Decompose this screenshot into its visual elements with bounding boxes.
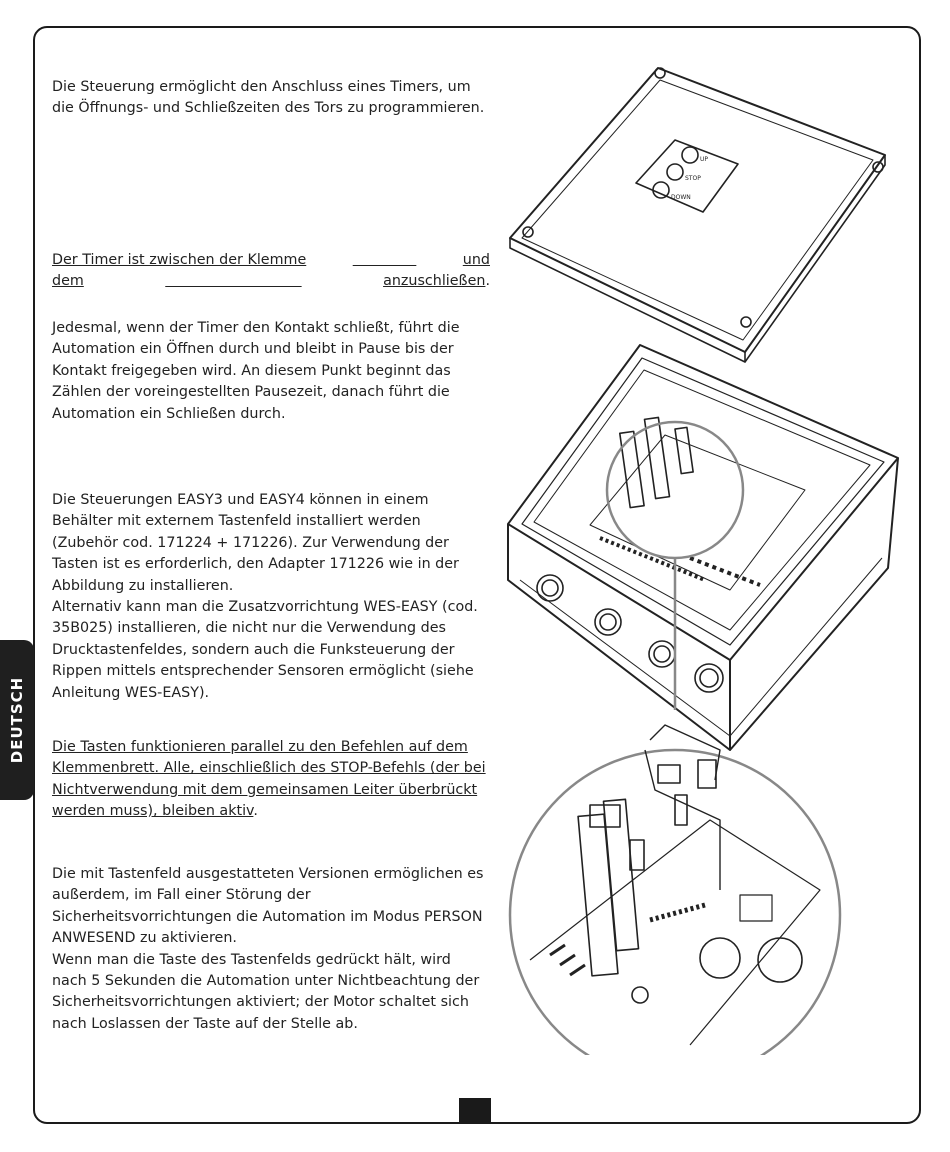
timer-wiring-text-1b: und bbox=[462, 252, 490, 268]
paragraph-keys-parallel bbox=[52, 737, 490, 823]
terminal-gap-1 bbox=[353, 250, 417, 271]
box-drawing bbox=[508, 345, 898, 750]
keys-parallel-text: Die Tasten funktionieren parallel zu den Befehlen auf dem Klemmenbrett. Alle, einschließlich des STOP-Befehls (der bei Nichtverwendung mit dem gemeinsamen Leiter überbrückt werden muss), bleiben aktiv bbox=[52, 739, 486, 820]
zoom-detail-drawing bbox=[510, 725, 840, 1055]
language-tab bbox=[0, 640, 34, 800]
down-key-label: DOWN bbox=[671, 194, 691, 201]
lid-drawing bbox=[510, 68, 885, 362]
hold-key-text: Wenn man die Taste des Tastenfelds gedrückt hält, wird nach 5 Sekunden die Automation unter Nichtbeachtung der Sicherheitsvorrichtungen aktiviert; der Motor schaltet sich nach Loslassen der Taste auf der Stelle ab. bbox=[52, 951, 480, 1032]
control-box-illustration bbox=[490, 60, 930, 1055]
language-tab-label: DEUTSCH bbox=[8, 676, 26, 764]
keypad-install-text: Die Steuerungen EASY3 und EASY4 können in einem Behälter mit externem Tastenfeld installiert werden (Zubehör cod. 171224 + 171226). Zur Verwendung der Tasten ist es erforderlich, den Adapter 171226 wie in der Abbildung zu installieren. bbox=[52, 492, 459, 594]
terminal-gap-2 bbox=[165, 271, 301, 292]
paragraph-person-present bbox=[52, 864, 490, 1035]
timer-intro-text: Die Steuerung ermöglicht den Anschluss eines Timers, um die Öffnungs- und Schließzeiten des Tors zu programmieren. bbox=[52, 79, 485, 117]
stop-key-label: STOP bbox=[685, 175, 701, 182]
paragraph-timer-wiring bbox=[52, 250, 490, 293]
up-key-label: UP bbox=[700, 156, 709, 163]
paragraph-timer-intro bbox=[52, 77, 490, 120]
wes-easy-text: Alternativ kann man die Zusatzvorrichtung WES-EASY (cod. 35B025) installieren, die nicht nur die Verwendung des Drucktastenfeldes, sondern auch die Funksteuerung der Rippen mittels entsprechender Sensoren ermöglicht (siehe Anleitung WES-EASY). bbox=[52, 599, 478, 701]
paragraph-timer-function bbox=[52, 318, 490, 425]
paragraph-keypad bbox=[52, 490, 490, 704]
timer-wiring-text-1a: Der Timer ist zwischen der Klemme bbox=[52, 252, 307, 268]
timer-wiring-text-2a: dem bbox=[52, 273, 84, 290]
person-present-text: Die mit Tastenfeld ausgestatteten Versionen ermöglichen es außerdem, im Fall einer Störung der Sicherheitsvorrichtungen die Automation im Modus PERSON ANWESEND zu aktivieren. bbox=[52, 866, 484, 947]
keys-parallel-period: . bbox=[253, 803, 258, 820]
timer-wiring-text-2b: anzuschließen bbox=[383, 273, 486, 290]
timer-wiring-period: . bbox=[485, 273, 490, 290]
page-number-box bbox=[459, 1098, 491, 1124]
timer-function-text: Jedesmal, wenn der Timer den Kontakt schließt, führt die Automation ein Öffnen durch und bleibt in Pause bis der Kontakt freigegeben wird. An diesem Punkt beginnt das Zählen der voreingestellten Pausezeit, danach führt die Automation ein Schließen durch. bbox=[52, 320, 460, 422]
